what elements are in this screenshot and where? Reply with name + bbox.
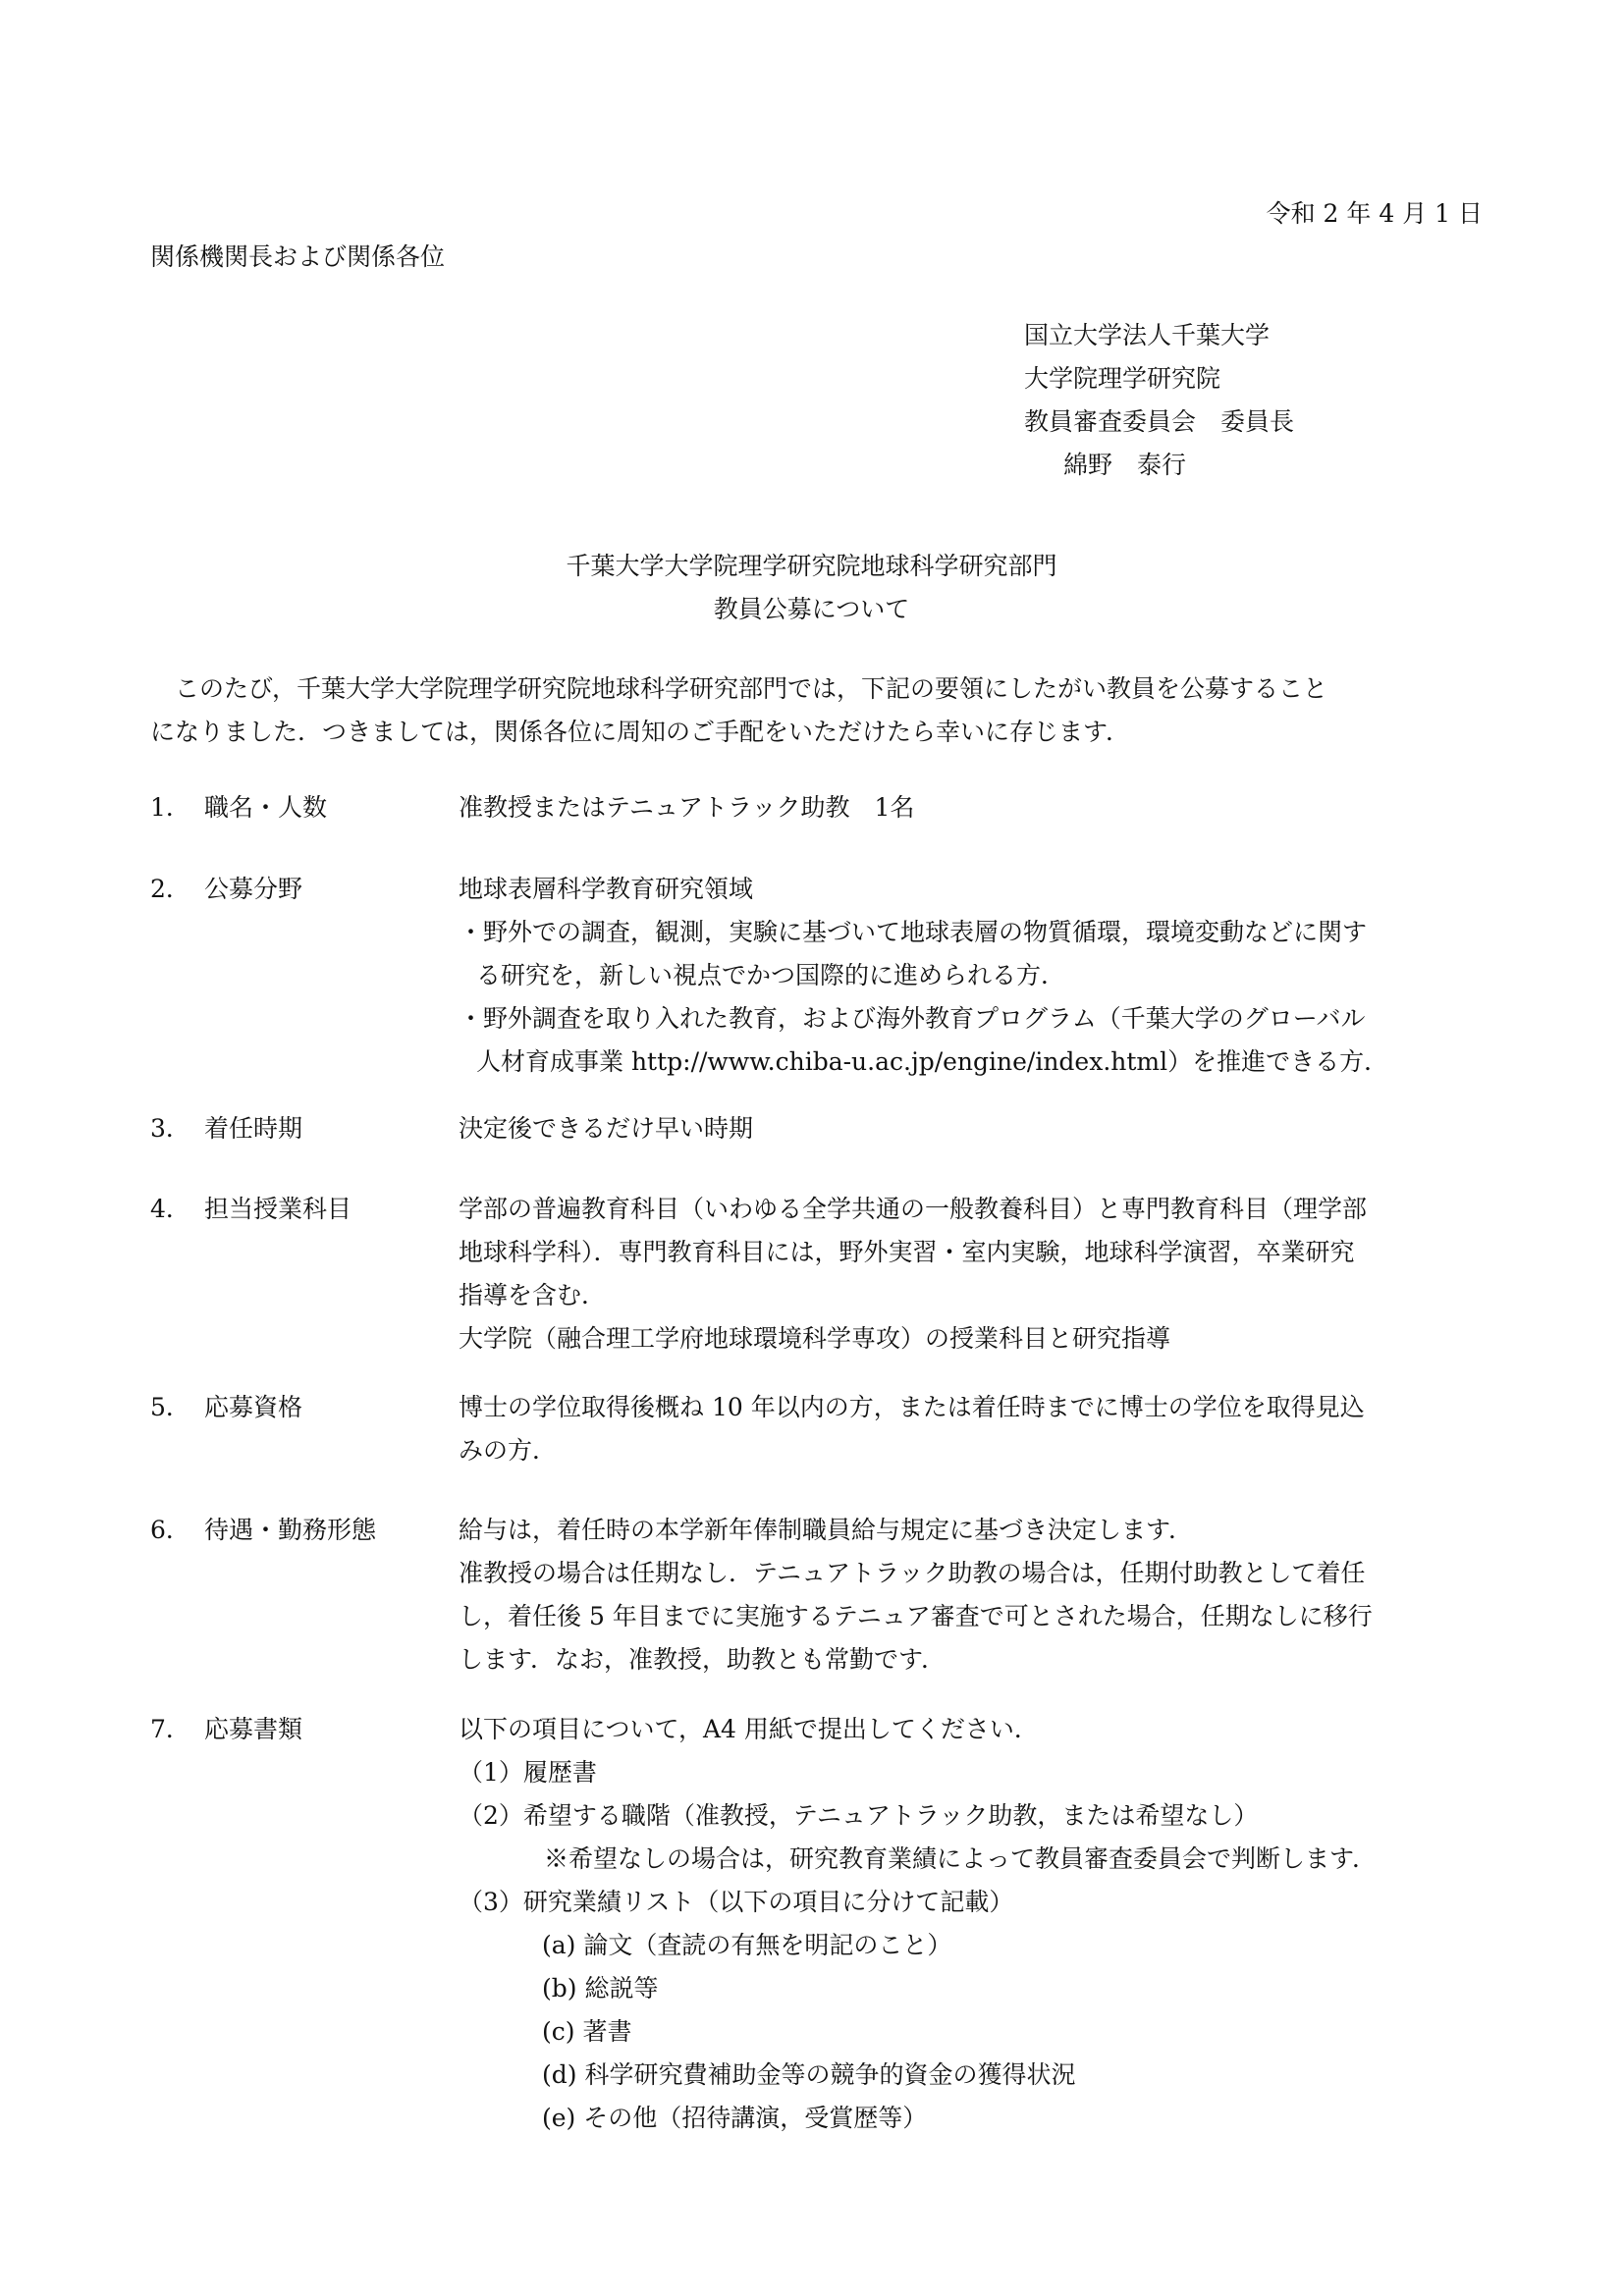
section-line: （3）研究業績リスト（以下の項目に分けて記載）	[459, 1888, 1014, 1916]
section-line: します．なお，准教授，助教とも常勤です．	[459, 1645, 947, 1674]
section-line: 給与は，着任時の本学新年俸制職員給与規定に基づき決定します．	[459, 1516, 1194, 1544]
section-body	[459, 1107, 1623, 1150]
document-date: 令和 2 年 4 月 1 日	[1266, 199, 1483, 228]
section-label: 応募書類	[204, 1715, 303, 1743]
section-line: ・野外での調査，観測，実験に基づいて地球表層の物質循環，環境変動などに関す	[459, 918, 1368, 946]
section-number: 5．	[150, 1393, 190, 1421]
section-line: みの方．	[459, 1436, 558, 1465]
section-number: 7．	[150, 1715, 190, 1743]
section-body	[459, 1509, 1623, 1682]
section-label: 着任時期	[204, 1114, 303, 1143]
section-line: (d) 科学研究費補助金等の競争的資金の獲得状況	[542, 2060, 1076, 2089]
sender-dept: 大学院理学研究院	[1024, 364, 1221, 393]
document-title	[0, 545, 1623, 631]
section-line: 指導を含む．	[459, 1281, 607, 1309]
section-line: ・野外調査を取り入れた教育，および海外教育プログラム（千葉大学のグローバル	[459, 1004, 1366, 1033]
section-line: 准教授またはテニュアトラック助教 1名	[459, 793, 915, 822]
section-number: 4．	[150, 1195, 190, 1223]
section-line: 人材育成事業 http://www.chiba-u.ac.jp/engine/index.html）を推進できる方．	[476, 1047, 1389, 1076]
section-line: (c) 著書	[542, 2017, 632, 2046]
section-body	[459, 1188, 1623, 1361]
section-line: （1）履歴書	[459, 1758, 597, 1787]
sender-org: 国立大学法人千葉大学	[1024, 321, 1271, 349]
section-body	[459, 1386, 1623, 1472]
section-line: 決定後できるだけ早い時期	[459, 1114, 754, 1143]
section-line: (a) 論文（査読の有無を明記のこと）	[542, 1931, 952, 1959]
section-label: 公募分野	[204, 875, 303, 903]
section-line: 大学院（融合理工学府地球環境科学専攻）の授業科目と研究指導	[459, 1324, 1171, 1353]
sender-committee: 教員審査委員会 委員長	[1024, 407, 1295, 436]
title-line-1: 千葉大学大学院理学研究院地球科学研究部門	[566, 552, 1057, 580]
section-label: 応募資格	[204, 1393, 303, 1421]
title-line-2: 教員公募について	[713, 595, 910, 623]
section-line: （2）希望する職階（准教授，テニュアトラック助教，または希望なし）	[459, 1801, 1259, 1830]
section-line: し，着任後 5 年目までに実施するテニュア審査で可とされた場合，任期なしに移行	[459, 1602, 1373, 1630]
section-label: 担当授業科目	[204, 1195, 352, 1223]
section-line: 地球表層科学教育研究領域	[459, 875, 754, 903]
section-label: 待遇・勤務形態	[204, 1516, 377, 1544]
section-line: (b) 総説等	[542, 1974, 659, 2002]
intro-paragraph	[150, 667, 1327, 754]
section-body	[459, 868, 1623, 1084]
intro-line-1: このたび，千葉大学大学院理学研究院地球科学研究部門では，下記の要領にしたがい教員を公募すること	[150, 674, 1328, 703]
section-line: 以下の項目について，A4 用紙で提出してください．	[459, 1715, 1039, 1743]
sender-name: 綿野 泰行	[1063, 451, 1187, 479]
section-body	[459, 1708, 1623, 2140]
section-line: る研究を，新しい視点でかつ国際的に進められる方．	[476, 961, 1066, 989]
section-number: 6．	[150, 1516, 190, 1544]
section-body	[459, 786, 1623, 829]
sender-block	[1024, 314, 1294, 487]
section-line: (e) その他（招待講演，受賞歴等）	[542, 2104, 928, 2132]
section-number: 3．	[150, 1114, 190, 1143]
section-line: 学部の普遍教育科目（いわゆる全学共通の一般教養科目）と専門教育科目（理学部	[459, 1195, 1368, 1223]
section-number: 2．	[150, 875, 190, 903]
section-label: 職名・人数	[204, 793, 328, 822]
section-line: 地球科学科）．専門教育科目には，野外実習・室内実験，地球科学演習，卒業研究	[459, 1238, 1355, 1266]
intro-line-2: になりました．つきましては，関係各位に周知のご手配をいただけたら幸いに存じます．	[150, 718, 1131, 746]
section-line: ※希望なしの場合は，研究教育業績によって教員審査委員会で判断します．	[544, 1844, 1378, 1873]
addressee: 関係機関長および関係各位	[150, 242, 446, 271]
section-line: 准教授の場合は任期なし．テニュアトラック助教の場合は，任期付助教として着任	[459, 1559, 1366, 1587]
section-line: 博士の学位取得後概ね 10 年以内の方，または着任時までに博士の学位を取得見込	[459, 1393, 1365, 1421]
section-number: 1．	[150, 793, 190, 822]
